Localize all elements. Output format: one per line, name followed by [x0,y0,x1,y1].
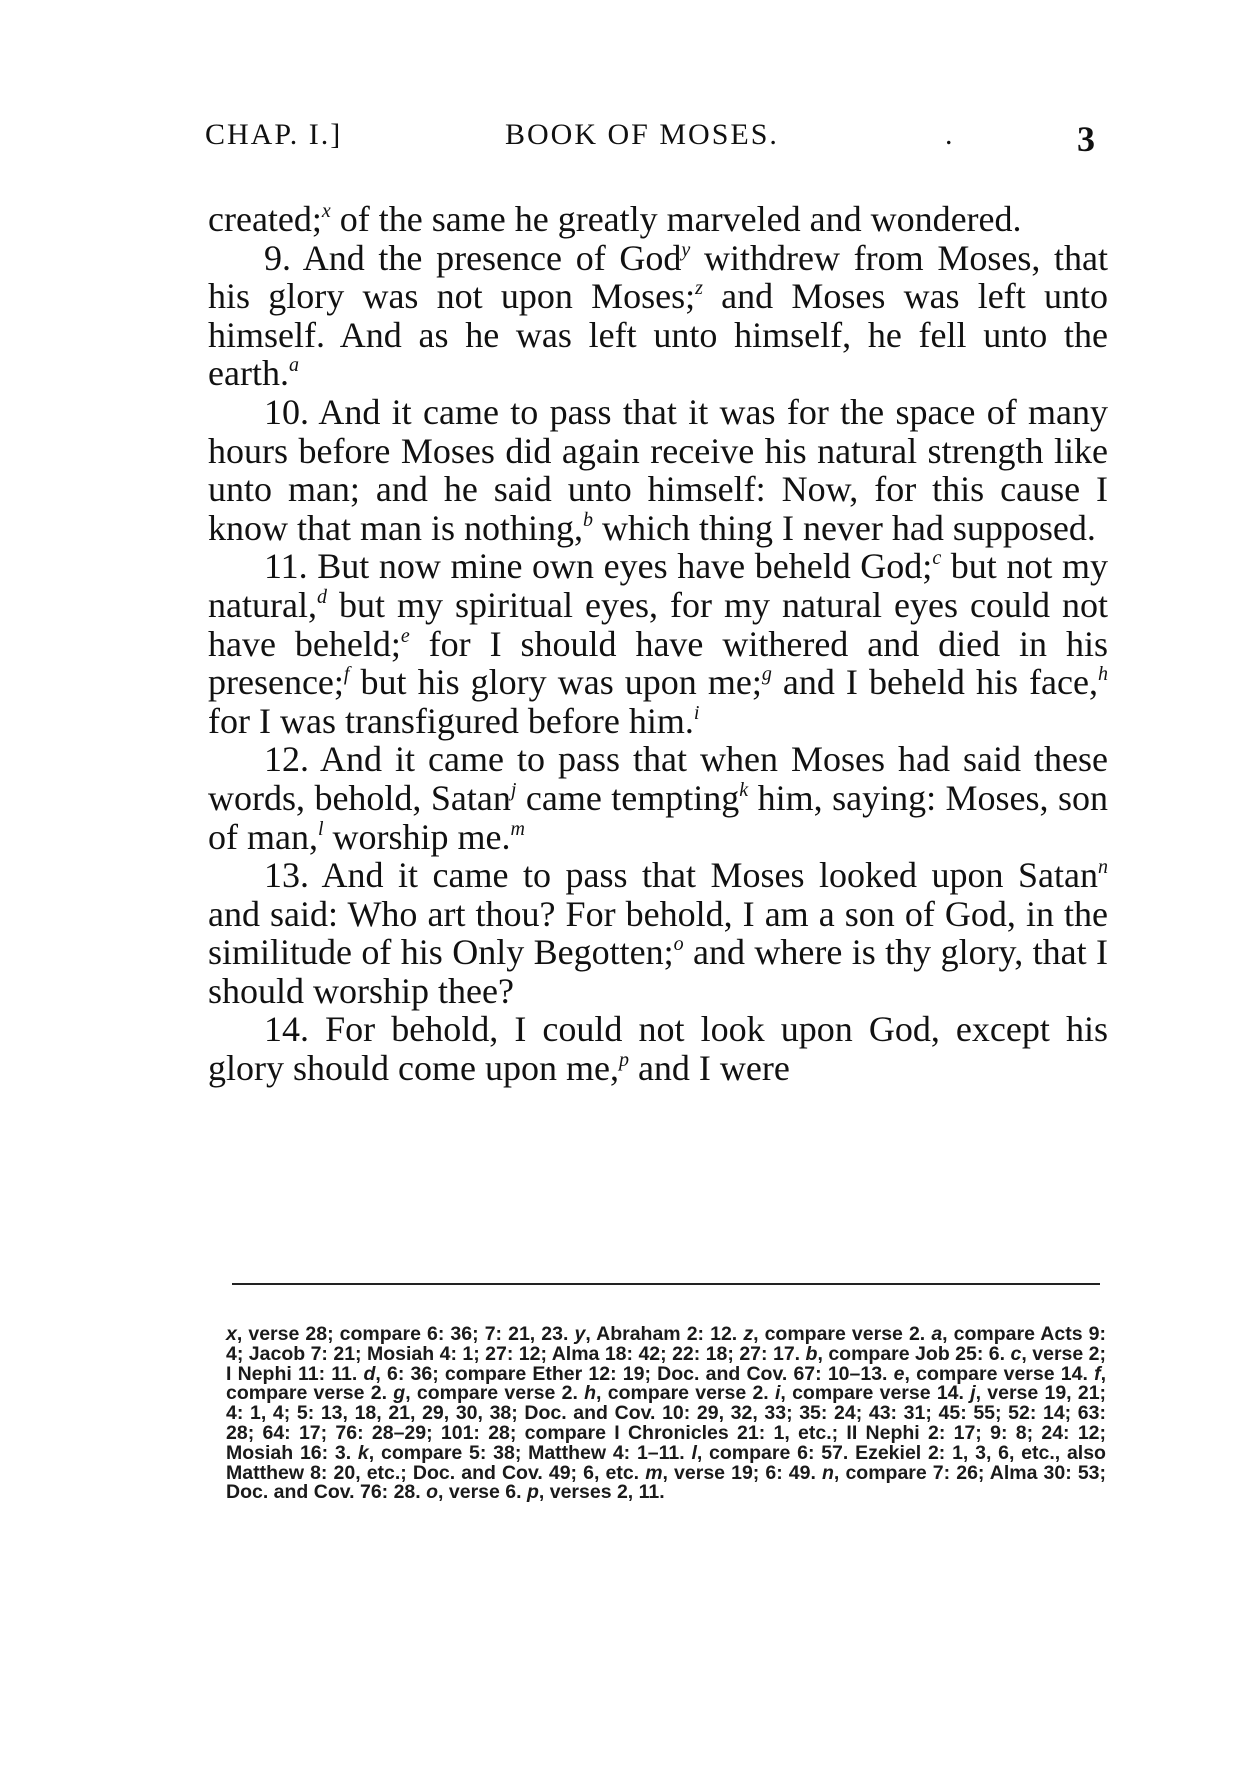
running-header [205,118,1105,168]
footnote-marker: g [761,663,772,686]
footnote-marker: b [582,508,593,531]
footnote-key: a [931,1323,943,1345]
footnote-marker: k [739,778,749,801]
book-title: BOOK OF MOSES. [505,118,779,151]
footnote-text: 6: 36; compare Ether 12: 19; Doc. and Cov. 67: 10–13. [387,1362,888,1385]
footnote-text: compare 5: 38; Matthew 4: 1–11. [380,1441,685,1464]
verse-paragraph [208,200,1108,239]
page-number: 3 [1077,119,1097,159]
verse-text-run: withdrew from Moses, that his glory was not upon Moses; [208,237,1109,317]
footnote-key: m [645,1461,663,1484]
footnote-text: compare verse 2. [764,1323,926,1345]
footnote-text: verse 28; compare 6: 36; 7: 21, 23. [248,1323,569,1345]
footnote-marker: x [321,200,331,222]
verse-text-run: 11. But now mine own eyes have beheld God; [264,546,933,587]
verse-text-run: came tempting [516,777,740,818]
footnote-key: j [970,1382,976,1405]
footnote-text: verse 2; I Nephi 11: 11. [226,1342,1107,1385]
footnote-entry: e, compare verse 14. [893,1362,1088,1385]
verse-text-run: and where is thy glory, that I should worship thee? [208,932,1109,1011]
footnote-marker: a [288,354,299,377]
verse-paragraph [208,547,1108,740]
footnote-entry: g, compare verse 2. [393,1382,578,1405]
footnote-marker: h [1098,663,1108,686]
footnote-key: h [584,1382,597,1405]
footnote-marker: n [1098,856,1108,879]
footnote-entry: l, compare 6: 57. Ezekiel 2: 1, 3, 6, etc., also Matthew 8: 20, etc.; Doc. and Cov. 49; 6, etc. [226,1441,1106,1484]
footnote-key: e [893,1362,905,1385]
verse-paragraph [208,239,1108,393]
footnotes [226,1325,1106,1503]
verse-text-run: 10. And it came to pass that it was for the space of many hours before Moses did again receive his natural strength like unto man; and he said unto himself: Now, for this cause I know that man is nothing, [208,391,1108,548]
footnote-text: compare verse 14. [916,1362,1088,1385]
verse-text-run: 13. And it came to pass that Moses looked upon Satan [264,855,1098,896]
footnote-text: verse 6. [448,1481,522,1504]
footnote-marker: l [317,817,324,840]
header-dot: . [945,118,955,151]
footnote-marker: z [695,277,703,300]
footnote-text: verse 19; 6: 49. [674,1461,816,1484]
footnote-marker: j [510,778,517,801]
footnote-text: compare verse 2. [226,1382,388,1405]
verse-text-run: him, saying: Moses, son of man, [208,777,1108,857]
verse-text [208,200,1108,1088]
footnote-entry: b, compare Job 25: 6. [805,1342,1006,1365]
footnote-key: p [526,1481,539,1504]
footnote-marker: y [681,238,691,261]
footnote-text: compare 7: 26; Alma 30: 53; Doc. and Cov. 76: 28. [226,1461,1106,1504]
footnote-key: k [357,1441,369,1464]
footnote-entry: a, compare Acts 9: 4; Jacob 7: 21; Mosiah 4: 1; 27: 12; Alma 18: 42; 22: 18; 27: 17. [226,1323,1106,1365]
verse-text-run: which thing I never had supposed. [592,507,1096,548]
footnote-entry: k, compare 5: 38; Matthew 4: 1–11. [357,1441,685,1464]
verse-text-run: but not my natural, [208,546,1108,625]
footnote-text: compare 6: 57. Ezekiel 2: 1, 3, 6, etc., also Matthew 8: 20, etc.; Doc. and Cov. 49; 6, etc. [226,1441,1106,1484]
footnote-marker: c [932,547,942,570]
footnote-text: compare Job 25: 6. [828,1342,1006,1365]
verse-text-run: for I was transfigured before him. [208,700,694,741]
verse-text-run: for I should have withered and died in his presence; [208,623,1108,703]
footnote-text: compare verse 14. [792,1382,964,1405]
verse-paragraph [208,856,1108,1010]
footnote-entry: j, verse 19, 21; 4: 1, 4; 5: 13, 18, 21, 29, 30, 38; Doc. and Cov. 10: 29, 32, 33; 35: 24; 43: 31; 45: 55; 52: 14; 63: 28; 64: 17; 76: 28–29; 101: 28; compare I Chronicles 21: 1, etc.; II Nephi 2: 17; 9: 8; 24: 12; Mosiah 16: 3. [226,1382,1107,1464]
chapter-label: CHAP. I.] [205,118,343,151]
verse-text-run: but his glory was upon me; [349,662,762,703]
footnote-entry: h, compare verse 2. [584,1382,769,1405]
verse-text-run: and I were [628,1048,790,1089]
verse-paragraph [208,1010,1108,1087]
footnote-key: x [226,1323,237,1345]
footnote-key: g [393,1382,406,1405]
footnote-text: verses 2, 11. [549,1481,665,1504]
footnote-entry: o, verse 6. [426,1481,522,1504]
verse-text-run: and I beheld his face, [771,662,1098,703]
verse-paragraph [208,740,1108,856]
footnote-key: d [363,1362,376,1385]
footnote-key: i [774,1382,781,1405]
footnote-text: Abraham 2: 12. [596,1323,738,1345]
verse-text-run: created; [208,199,322,239]
footnote-entry: c, verse 2; I Nephi 11: 11. [226,1342,1107,1385]
footnote-key: f [1094,1362,1101,1385]
footnote-key: n [822,1461,834,1484]
footnote-marker: d [316,585,327,608]
footnote-entry: i, compare verse 14. [774,1382,964,1405]
footnote-key: y [574,1323,586,1345]
footnote-entry: y, Abraham 2: 12. [574,1323,738,1345]
footnote-entry: z, compare verse 2. [743,1323,926,1345]
footnote-entry: p, verses 2, 11. [526,1481,665,1504]
verse-text-run: and said: Who art thou? For behold, I am a son of God, in the similitude of his Only Begotten; [208,893,1108,973]
verse-text-run: of the same he greatly marveled and wondered. [330,199,1022,239]
footnote-divider [232,1283,1100,1285]
verse-text-run: worship me. [323,816,511,857]
footnote-key: l [691,1441,697,1464]
footnote-entry: x, verse 28; compare 6: 36; 7: 21, 23. [226,1323,569,1345]
footnote-key: c [1010,1342,1022,1365]
footnote-entry: d, 6: 36; compare Ether 12: 19; Doc. and Cov. 67: 10–13. [363,1362,888,1385]
verse-text-run: 9. And the presence of God [264,237,682,278]
footnote-marker: i [693,701,700,724]
footnote-text: compare verse 2. [416,1382,578,1405]
verse-text-run: 12. And it came to pass that when Moses had said these words, behold, Satan [208,739,1108,818]
footnote-entry: n, compare 7: 26; Alma 30: 53; Doc. and Cov. 76: 28. [226,1461,1106,1504]
footnote-text: compare Acts 9: 4; Jacob 7: 21; Mosiah 4: 1; 27: 12; Alma 18: 42; 22: 18; 27: 17. [226,1323,1106,1365]
verse-text-run: but my spiritual eyes, for my natural eyes could not have beheld; [208,584,1108,664]
footnote-text: compare verse 2. [607,1382,769,1405]
footnote-entry: m, verse 19; 6: 49. [645,1461,816,1484]
verse-paragraph [208,393,1108,547]
footnote-marker: p [618,1049,629,1072]
footnote-key: b [805,1342,818,1365]
footnote-text: verse 19, 21; 4: 1, 4; 5: 13, 18, 21, 29, 30, 38; Doc. and Cov. 10: 29, 32, 33; 35: 24; 43: 31; 45: 55; 52: 14; 63: 28; 64: 17; 76: 28–29; 101: 28; compare I Chronicles 21: 1, etc.; II Nephi 2: 17; 9: 8; 24: 12; Mosiah 16: 3. [226,1382,1107,1464]
footnote-marker: m [510,817,525,840]
footnote-marker: e [400,624,410,647]
footnote-entry: f, compare verse 2. [226,1362,1106,1405]
footnote-marker: f [343,663,350,686]
verse-text-run: 14. For behold, I could not look upon God, except his glory should come upon me, [208,1009,1108,1089]
footnote-key: z [743,1323,754,1345]
verse-text-run: and Moses was left unto himself. And as he was left unto himself, he fell unto the earth. [208,276,1108,394]
footnote-marker: o [673,933,684,956]
footnote-key: o [426,1481,439,1504]
